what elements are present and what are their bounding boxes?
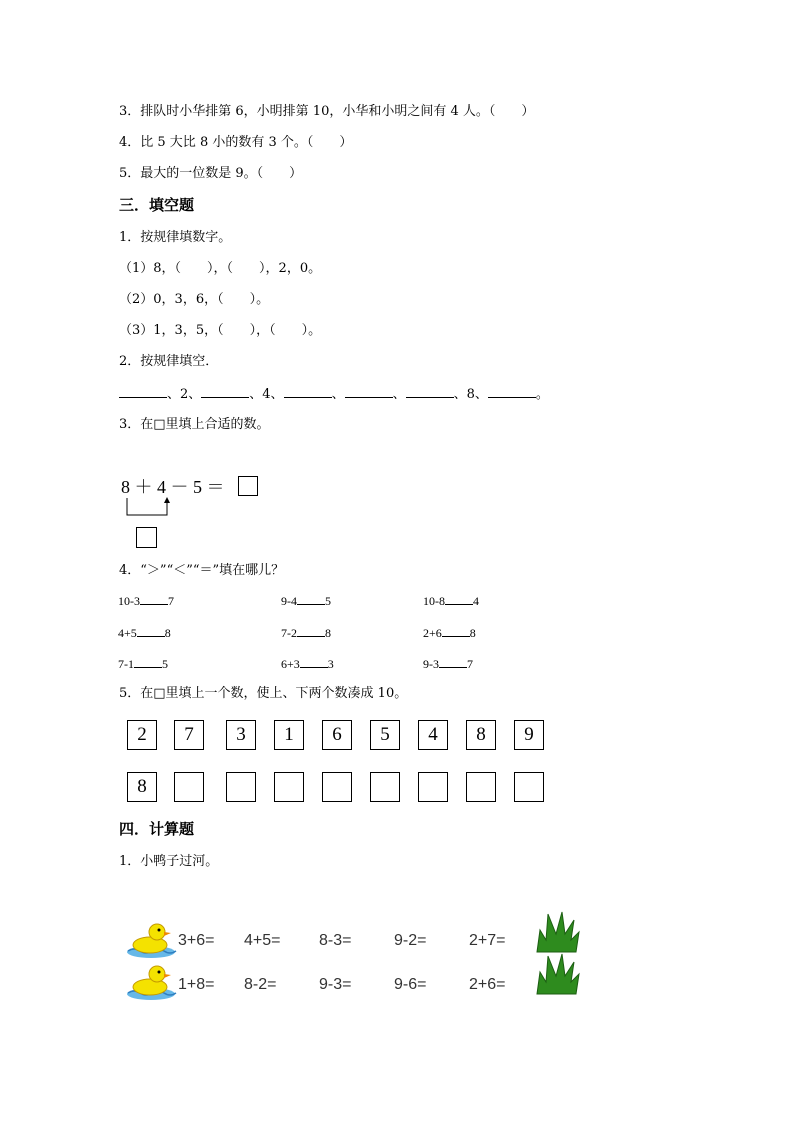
compare-left: 9-4 bbox=[281, 594, 297, 608]
compare-blank[interactable] bbox=[442, 625, 470, 637]
number-box: 3 bbox=[226, 720, 256, 750]
calc-expression: 2+6= bbox=[469, 976, 506, 993]
compare-item bbox=[423, 625, 476, 640]
compare-blank[interactable] bbox=[297, 593, 325, 605]
number-box: 7 bbox=[174, 720, 204, 750]
answer-box[interactable] bbox=[226, 772, 256, 802]
compare-right: 5 bbox=[325, 594, 331, 608]
calc-expression: 9-6= bbox=[394, 976, 427, 993]
seq-sep: 、4、 bbox=[249, 387, 284, 402]
compare-left: 6+3 bbox=[281, 657, 300, 671]
judgement-item-4: 4．比 5 大比 8 小的数有 3 个。（ ） bbox=[119, 135, 353, 150]
compare-right: 4 bbox=[473, 594, 479, 608]
calc-expression: 8-3= bbox=[319, 932, 352, 949]
answer-box: 8 bbox=[127, 772, 157, 802]
answer-blank[interactable] bbox=[284, 386, 332, 398]
answer-blank[interactable] bbox=[345, 386, 393, 398]
compare-blank[interactable] bbox=[137, 625, 165, 637]
judgement-item-3: 3．排队时小华排第 6，小明排第 10，小华和小明之间有 4 人。（ ） bbox=[119, 104, 535, 119]
compare-item bbox=[423, 593, 479, 608]
calc-expression: 4+5= bbox=[244, 932, 281, 949]
number-box: 8 bbox=[466, 720, 496, 750]
compare-left: 10-8 bbox=[423, 594, 445, 608]
answer-box[interactable] bbox=[466, 772, 496, 802]
seq-sep: 、 bbox=[392, 387, 406, 402]
fill-q2-title: 2．按规律填空． bbox=[119, 354, 219, 369]
number-box: 5 bbox=[370, 720, 400, 750]
compare-blank[interactable] bbox=[134, 656, 162, 668]
answer-box[interactable] bbox=[238, 476, 258, 496]
duck-icon bbox=[124, 920, 178, 960]
fill-q4-title: 4．“＞”“＜”“＝”填在哪儿？ bbox=[119, 563, 285, 578]
compare-left: 7-2 bbox=[281, 626, 297, 640]
calc-expression: 8-2= bbox=[244, 976, 277, 993]
calc-expression: 1+8= bbox=[178, 976, 215, 993]
compare-item bbox=[118, 625, 171, 640]
compare-blank[interactable] bbox=[300, 656, 328, 668]
compare-right: 3 bbox=[327, 657, 334, 671]
judgement-item-5: 5．最大的一位数是 9。（ ） bbox=[119, 166, 303, 181]
compare-left: 4+5 bbox=[118, 626, 137, 640]
compare-blank[interactable] bbox=[297, 625, 325, 637]
compare-right: 8 bbox=[469, 626, 476, 640]
bracket-arrow bbox=[124, 496, 174, 518]
number-box: 2 bbox=[127, 720, 157, 750]
answer-blank[interactable] bbox=[201, 386, 249, 398]
section-heading-fill: 三．填空题 bbox=[119, 196, 195, 214]
calc-expression: 9-3= bbox=[319, 976, 352, 993]
compare-item bbox=[281, 625, 331, 640]
compare-left: 10-3 bbox=[118, 594, 140, 608]
compare-item bbox=[281, 656, 334, 671]
answer-box[interactable] bbox=[174, 772, 204, 802]
answer-box[interactable] bbox=[274, 772, 304, 802]
number-box: 6 bbox=[322, 720, 352, 750]
grass-icon bbox=[534, 910, 580, 954]
compare-left: 7-1 bbox=[118, 657, 134, 671]
fill-q3-title: 3．在□里填上合适的数。 bbox=[119, 417, 270, 432]
fill-q3-equation: 8 ＋ 4 － 5 ＝ bbox=[121, 477, 225, 497]
calc-expression: 2+7= bbox=[469, 932, 506, 949]
compare-right: 5 bbox=[162, 657, 168, 671]
number-box: 4 bbox=[418, 720, 448, 750]
compare-blank[interactable] bbox=[445, 593, 473, 605]
seq-sep: 、 bbox=[331, 387, 345, 402]
compare-right: 7 bbox=[168, 594, 174, 608]
answer-box[interactable] bbox=[136, 527, 157, 548]
compare-left: 2+6 bbox=[423, 626, 442, 640]
duck-icon bbox=[124, 962, 178, 1002]
compare-right: 8 bbox=[325, 626, 331, 640]
compare-item bbox=[118, 656, 168, 671]
compare-blank[interactable] bbox=[439, 656, 467, 668]
fill-q1-line-1: （1）8，（ ），（ ），2，0。 bbox=[119, 261, 322, 276]
fill-q1-line-2: （2）0，3，6，（ ）。 bbox=[119, 292, 270, 307]
compare-item bbox=[281, 593, 331, 608]
grass-icon bbox=[534, 952, 580, 996]
compare-right: 7 bbox=[467, 657, 473, 671]
number-box: 1 bbox=[274, 720, 304, 750]
number-box: 9 bbox=[514, 720, 544, 750]
compare-item bbox=[423, 656, 473, 671]
section-heading-calc: 四．计算题 bbox=[119, 820, 195, 838]
calc-expression: 3+6= bbox=[178, 932, 215, 949]
seq-sep: 。 bbox=[535, 387, 549, 402]
calc-expression: 9-2= bbox=[394, 932, 427, 949]
seq-sep: 、8、 bbox=[453, 387, 488, 402]
calc-q1-title: 1．小鸭子过河。 bbox=[119, 854, 219, 869]
compare-blank[interactable] bbox=[140, 593, 168, 605]
answer-blank[interactable] bbox=[488, 386, 536, 398]
fill-q2-sequence bbox=[119, 386, 549, 403]
compare-right: 8 bbox=[164, 626, 171, 640]
answer-blank[interactable] bbox=[406, 386, 454, 398]
fill-q5-title: 5．在□里填上一个数，使上、下两个数凑成 10。 bbox=[119, 686, 408, 701]
answer-box[interactable] bbox=[322, 772, 352, 802]
fill-q1-line-3: （3）1，3，5，（ ），（ ）。 bbox=[119, 323, 322, 338]
answer-box[interactable] bbox=[418, 772, 448, 802]
compare-left: 9-3 bbox=[423, 657, 439, 671]
compare-item bbox=[118, 593, 174, 608]
seq-sep: 、2、 bbox=[167, 387, 202, 402]
fill-q1-title: 1．按规律填数字。 bbox=[119, 230, 232, 245]
answer-blank[interactable] bbox=[119, 386, 167, 398]
answer-box[interactable] bbox=[514, 772, 544, 802]
answer-box[interactable] bbox=[370, 772, 400, 802]
